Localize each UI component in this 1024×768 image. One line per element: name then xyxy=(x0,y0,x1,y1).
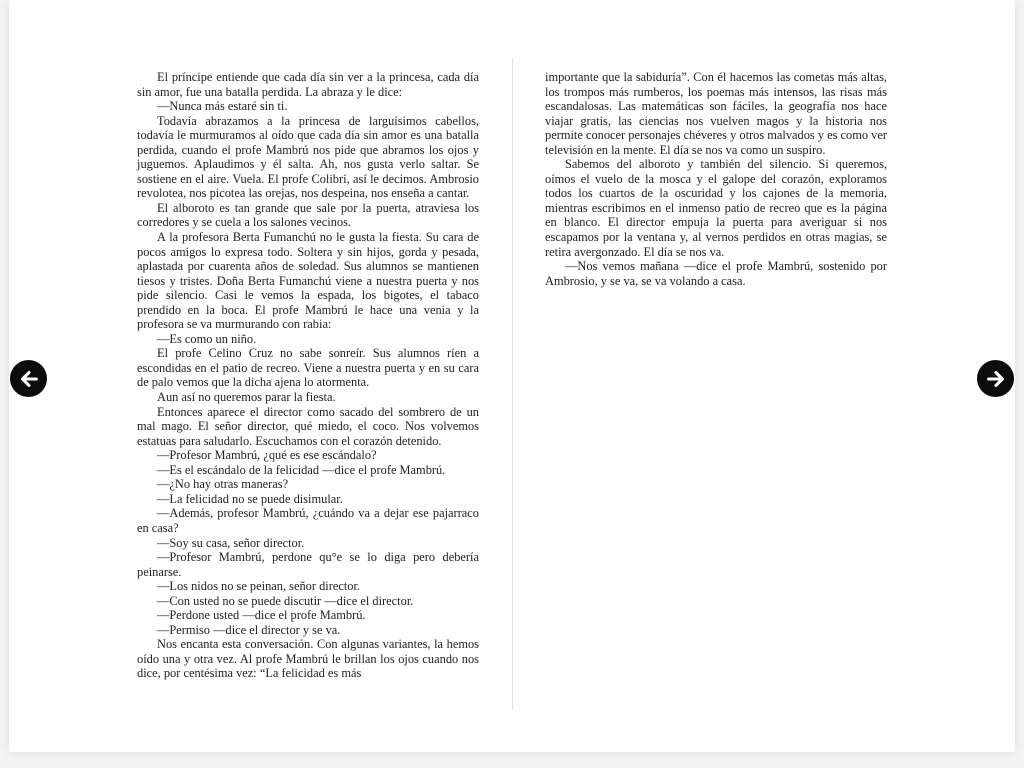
paragraph: —Además, profesor Mambrú, ¿cuándo va a dejar ese pajarraco en casa? xyxy=(137,506,479,535)
previous-page-button[interactable] xyxy=(10,360,47,397)
paragraph: Sabemos del alboroto y también del silencio. Si queremos, oímos el vuelo de la mosca y el galope del corazón, exploramos todos los cuartos de la oscuridad y los cajones de la memoria, mientras escribimos en el inmenso patio de recreo que es la página en blanco. El director empuja la puerta para averiguar si nos escapamos por la ventana y, al vernos perdidos en otras magias, se retira avergonzado. El día se nos va. xyxy=(545,157,887,259)
paragraph: —Profesor Mambrú, ¿qué es ese escándalo? xyxy=(157,448,377,463)
paragraph: —Es como un niño. xyxy=(157,331,257,346)
paragraph: —La felicidad no se puede disimular. xyxy=(157,491,343,506)
arrow-right-icon xyxy=(985,368,1007,390)
paragraph: El príncipe entiende que cada día sin ver a la princesa, cada día sin amor, fue una batalla perdida. La abraza y le dice: xyxy=(137,70,479,99)
paragraph: Aun así no queremos parar la fiesta. xyxy=(157,390,336,405)
paragraph: —Profesor Mambrú, perdone qu°e se lo diga pero debería peinarse. xyxy=(137,550,479,579)
paragraph: —Es el escándalo de la felicidad —dice el profe Mambrú. xyxy=(157,462,446,477)
paragraph: —Nunca más estaré sin ti. xyxy=(157,99,288,114)
paragraph: —Permiso —dice el director y se va. xyxy=(157,622,341,637)
paragraph: El profe Celino Cruz no sabe sonreír. Sus alumnos ríen a escondidas en el patio de recreo. Viene a nuestra puerta y en su cara de palo vemos que la dicha ajena lo atormenta. xyxy=(137,346,479,390)
paragraph: —¿No hay otras maneras? xyxy=(157,477,289,492)
paragraph: —Perdone usted —dice el profe Mambrú. xyxy=(157,608,366,623)
paragraph: Entonces aparece el director como sacado del sombrero de un mal mago. El señor director, qué miedo, el coco. Nos volvemos estatuas para saludarlo. Escuchamos con el corazón detenido. xyxy=(137,404,479,448)
left-page xyxy=(137,70,479,681)
arrow-left-icon xyxy=(18,368,40,390)
page-divider xyxy=(512,58,513,710)
paragraph: —Soy su casa, señor director. xyxy=(157,535,305,550)
paragraph: —Nos vemos mañana —dice el profe Mambrú, sostenido por Ambrosio, y se va, se va volando a casa. xyxy=(545,259,887,288)
book-spread xyxy=(9,0,1015,752)
paragraph: —Con usted no se puede discutir —dice el director. xyxy=(157,593,414,608)
paragraph: El alboroto es tan grande que sale por la puerta, atraviesa los corredores y se cuela a los salones vecinos. xyxy=(137,200,479,230)
paragraph: Nos encanta esta conversación. Con algunas variantes, la hemos oído una y otra vez. Al profe Mambrú le brillan los ojos cuando nos dice, por centésima vez: “La felicidad es más xyxy=(137,637,479,681)
paragraph-continuation: importante que la sabiduría”. Con él hacemos las cometas más altas, los trompos más rumberos, los poemas más intensos, las risas más escandalosas. Las matemáticas son fáciles, la geografía nos hace viajar gratis, las ciencias nos vuelven magos y la historia nos permite conocer personajes chéveres y otros malvados y es como ver televisión en la mente. El día se nos va como un suspiro. xyxy=(545,70,887,157)
paragraph: A la profesora Berta Fumanchú no le gusta la fiesta. Su cara de pocos amigos lo expresa todo. Soltera y sin hijos, gorda y pesada, aplastada por cuarenta años de soledad. Sus alumnos se mantienen tiesos y tristes. Doña Berta Fumanchú viene a nuestra puerta y nos pide silencio. Casi le vemos la espada, los bigotes, el tabaco prendido en la boca. El profe Mambrú le hace una venia y la profesora se va murmurando con rabia: xyxy=(137,230,479,332)
paragraph: —Los nidos no se peinan, señor director. xyxy=(157,579,361,594)
next-page-button[interactable] xyxy=(977,360,1014,397)
right-page xyxy=(545,70,887,288)
paragraph: Todavía abrazamos a la princesa de larguísimos cabellos, todavía le murmuramos al oído que cada día sin amor es una batalla perdida, cuando el profe Mambrú nos pide que abramos los ojos y juguemos. Aplaudimos y él salta. Ah, nos gusta verlo saltar. Se sostiene en el aire. Vuela. El profe Colibrí, así le decimos. Ambrosio revolotea, nos picotea las orejas, nos despeina, nos enseña a cantar. xyxy=(137,113,479,201)
